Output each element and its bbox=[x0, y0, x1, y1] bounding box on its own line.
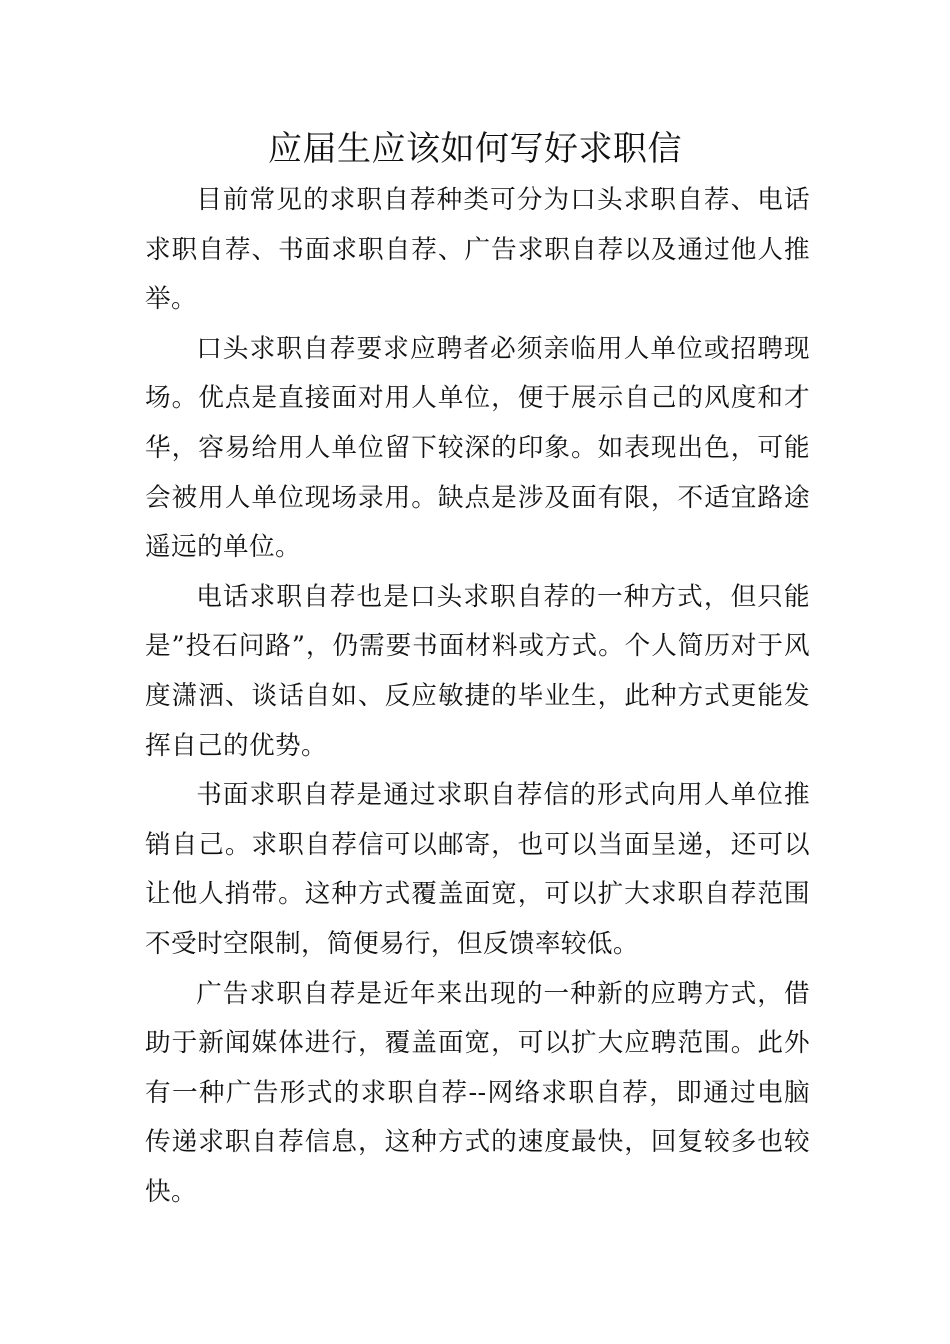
paragraph-phone-recommendation: 电话求职自荐也是口头求职自荐的一种方式，但只能是”投石问路”，仍需要书面材料或方式。个人简历对于风度潇洒、谈话自如、反应敏捷的毕业生，此种方式更能发挥自己的优势。 bbox=[145, 581, 810, 761]
paragraph-written-recommendation: 书面求职自荐是通过求职自荐信的形式向用人单位推销自己。求职自荐信可以邮寄，也可以当面呈递，还可以让他人捎带。这种方式覆盖面宽，可以扩大求职自荐范围不受时空限制，简便易行，但反馈率较低。 bbox=[145, 780, 810, 959]
paragraph-oral-recommendation: 口头求职自荐要求应聘者必须亲临用人单位或招聘现场。优点是直接面对用人单位，便于展示自己的风度和才华，容易给用人单位留下较深的印象。如表现出色，可能会被用人单位现场录用。缺点是涉及面有限，不适宜路途遥远的单位。 bbox=[145, 333, 810, 563]
document-body bbox=[145, 176, 810, 1217]
paragraph-types-overview: 目前常见的求职自荐种类可分为口头求职自荐、电话求职自荐、书面求职自荐、广告求职自荐以及通过他人推举。 bbox=[145, 185, 810, 315]
paragraph-advertising-recommendation: 广告求职自荐是近年来出现的一种新的应聘方式，借助于新闻媒体进行，覆盖面宽，可以扩大应聘范围。此外有一种广告形式的求职自荐--网络求职自荐，即通过电脑传递求职自荐信息，这种方式的速度最快，回复较多也较快。 bbox=[145, 978, 810, 1207]
document-title: 应届生应该如何写好求职信 bbox=[268, 129, 682, 169]
